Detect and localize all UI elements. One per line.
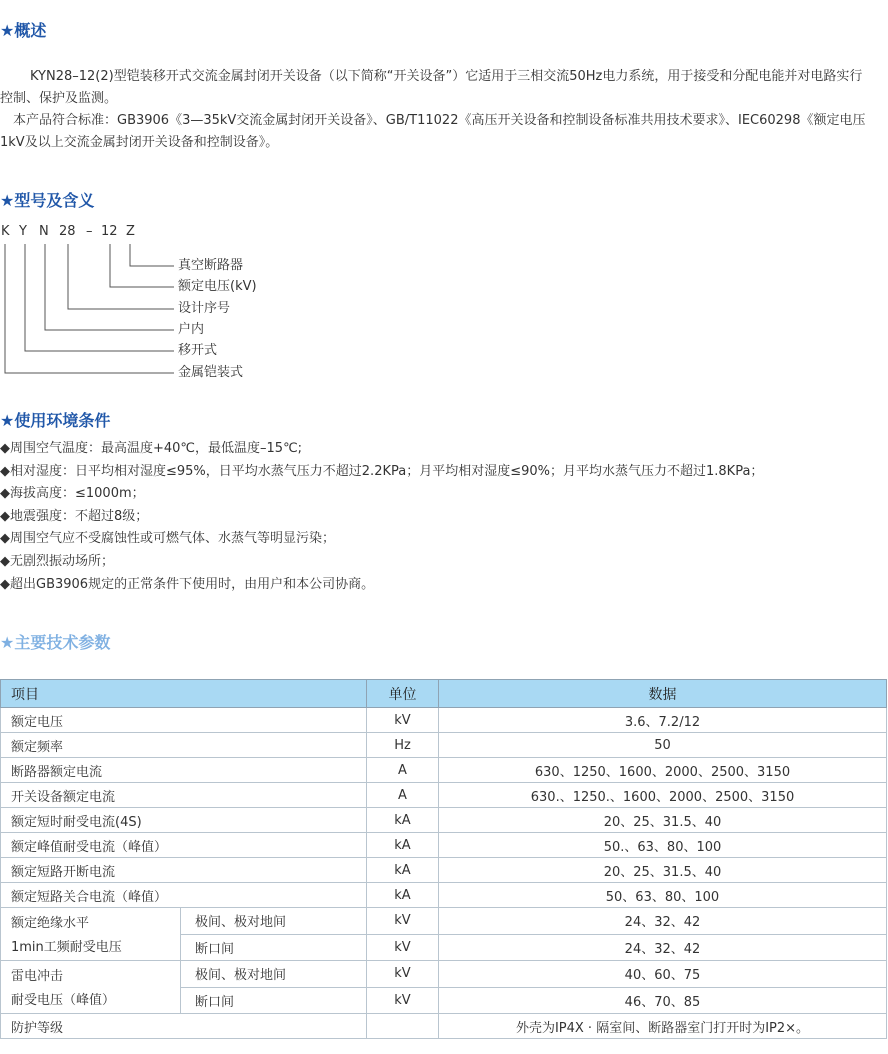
table-row [1,783,887,808]
model-bracket-diagram [0,240,180,380]
table-row [1,733,887,758]
insulation-item-line-1: 额定绝缘水平 [11,916,90,931]
row-value: 3.6、7.2/12 [439,708,887,733]
lightning-item-line-1: 雷电冲击 [11,969,64,984]
overview-heading: ★概述 [0,21,47,40]
row-unit: kA [367,808,439,833]
lightning-sub-1: 极间、极对地间 [181,961,367,988]
params-heading: ★主要技术参数 [0,633,111,652]
header-unit: 单位 [367,680,439,708]
row-unit: kA [367,833,439,858]
table-row [1,1014,887,1039]
overview-line-4: 1kV及以上交流金属封闭开关设备和控制设备》。 [0,135,279,150]
row-unit: kA [367,883,439,908]
row-value: 50.、63、80、100 [439,833,887,858]
insulation-sub-1: 极间、极对地间 [181,908,367,935]
label-rated-voltage: 额定电压(kV) [178,279,257,294]
lightning-item-line-2: 耐受电压（峰值） [11,993,116,1008]
code-n: N [39,224,49,239]
row-unit: kA [367,858,439,883]
table-row [1,833,887,858]
table-row [1,708,887,733]
protection-unit [367,1014,439,1039]
insulation-unit-2: kV [367,934,439,961]
overview-line-2: 控制、保护及监测。 [0,91,118,106]
environment-list [0,438,888,596]
env-item: ◆周围空气温度：最高温度+40℃，最低温度–15℃; [0,441,303,456]
table-row [1,883,887,908]
env-item: ◆相对湿度：日平均相对湿度≤95%，日平均水蒸气压力不超过2.2KPa；月平均相对湿度≤90%；月平均水蒸气压力不超过1.8KPa； [0,463,764,479]
lightning-value-1: 40、60、75 [439,961,887,988]
label-design-number: 设计序号 [178,301,231,316]
env-item: ◆周围空气应不受腐蚀性或可燃气体、水蒸气等明显污染； [0,531,335,547]
insulation-sub-2: 断口间 [181,934,367,961]
code-k: K [1,224,10,239]
header-item: 项目 [1,680,367,708]
lightning-unit-1: kV [367,961,439,988]
table-row [1,908,887,935]
row-unit: A [367,758,439,783]
row-item: 额定电压 [1,708,367,733]
row-value: 20、25、31.5、40 [439,858,887,883]
row-unit: Hz [367,733,439,758]
protection-value: 外壳为IP4X · 隔室间、断路器室门打开时为IP2×。 [439,1014,887,1039]
label-vacuum-breaker: 真空断路器 [178,258,244,273]
row-value: 50、63、80、100 [439,883,887,908]
table-row [1,858,887,883]
row-item: 断路器额定电流 [1,758,367,783]
row-item: 额定短时耐受电流(4S) [1,808,367,833]
table-header-row [1,680,887,708]
label-metal-clad: 金属铠装式 [178,365,244,380]
label-withdrawable: 移开式 [178,343,218,358]
insulation-unit-1: kV [367,908,439,935]
code-dash: – [86,224,93,239]
params-table [0,679,887,1039]
overview-line-3: 本产品符合标准：GB3906《3—35kV交流金属封闭开关设备》、GB/T11022《高压开关设备和控制设备标准共用技术要求》、IEC60298《额定电压 [13,113,866,128]
env-item: ◆超出GB3906规定的正常条件下使用时，由用户和本公司协商。 [0,576,375,592]
header-value: 数据 [439,680,887,708]
row-item: 额定短路关合电流（峰值） [1,883,367,908]
row-value: 20、25、31.5、40 [439,808,887,833]
env-item: ◆无剧烈振动场所； [0,553,114,569]
model-heading: ★型号及含义 [0,191,95,210]
code-28: 28 [59,224,76,239]
lightning-unit-2: kV [367,987,439,1014]
label-indoor: 户内 [178,322,205,337]
code-z: Z [126,224,135,239]
insulation-item-line-2: 1min工频耐受电压 [11,940,122,955]
insulation-value-2: 24、32、42 [439,934,887,961]
row-value: 50 [439,733,887,758]
row-item: 额定峰值耐受电流（峰值） [1,833,367,858]
code-12: 12 [101,224,118,239]
row-item: 额定短路开断电流 [1,858,367,883]
insulation-item [1,908,181,961]
row-value: 630、1250、1600、2000、2500、3150 [439,758,887,783]
table-row [1,808,887,833]
row-item: 额定频率 [1,733,367,758]
protection-item: 防护等级 [1,1014,367,1039]
row-unit: kV [367,708,439,733]
insulation-value-1: 24、32、42 [439,908,887,935]
environment-heading: ★使用环境条件 [0,411,111,430]
lightning-value-2: 46、70、85 [439,987,887,1014]
env-item: ◆海拔高度：≤1000m； [0,486,145,502]
code-y: Y [19,224,27,239]
overview-line-1: KYN28–12(2)型铠装移开式交流金属封闭开关设备（以下简称“开关设备”）它适用于三相交流50Hz电力系统，用于接受和分配电能并对电路实行 [30,69,863,84]
table-row [1,758,887,783]
lightning-sub-2: 断口间 [181,987,367,1014]
row-value: 630.、1250.、1600、2000、2500、3150 [439,783,887,808]
row-unit: A [367,783,439,808]
env-item: ◆地震强度：不超过8级； [0,508,149,524]
overview-paragraph [0,66,888,154]
table-row [1,961,887,988]
lightning-item [1,961,181,1014]
row-item: 开关设备额定电流 [1,783,367,808]
